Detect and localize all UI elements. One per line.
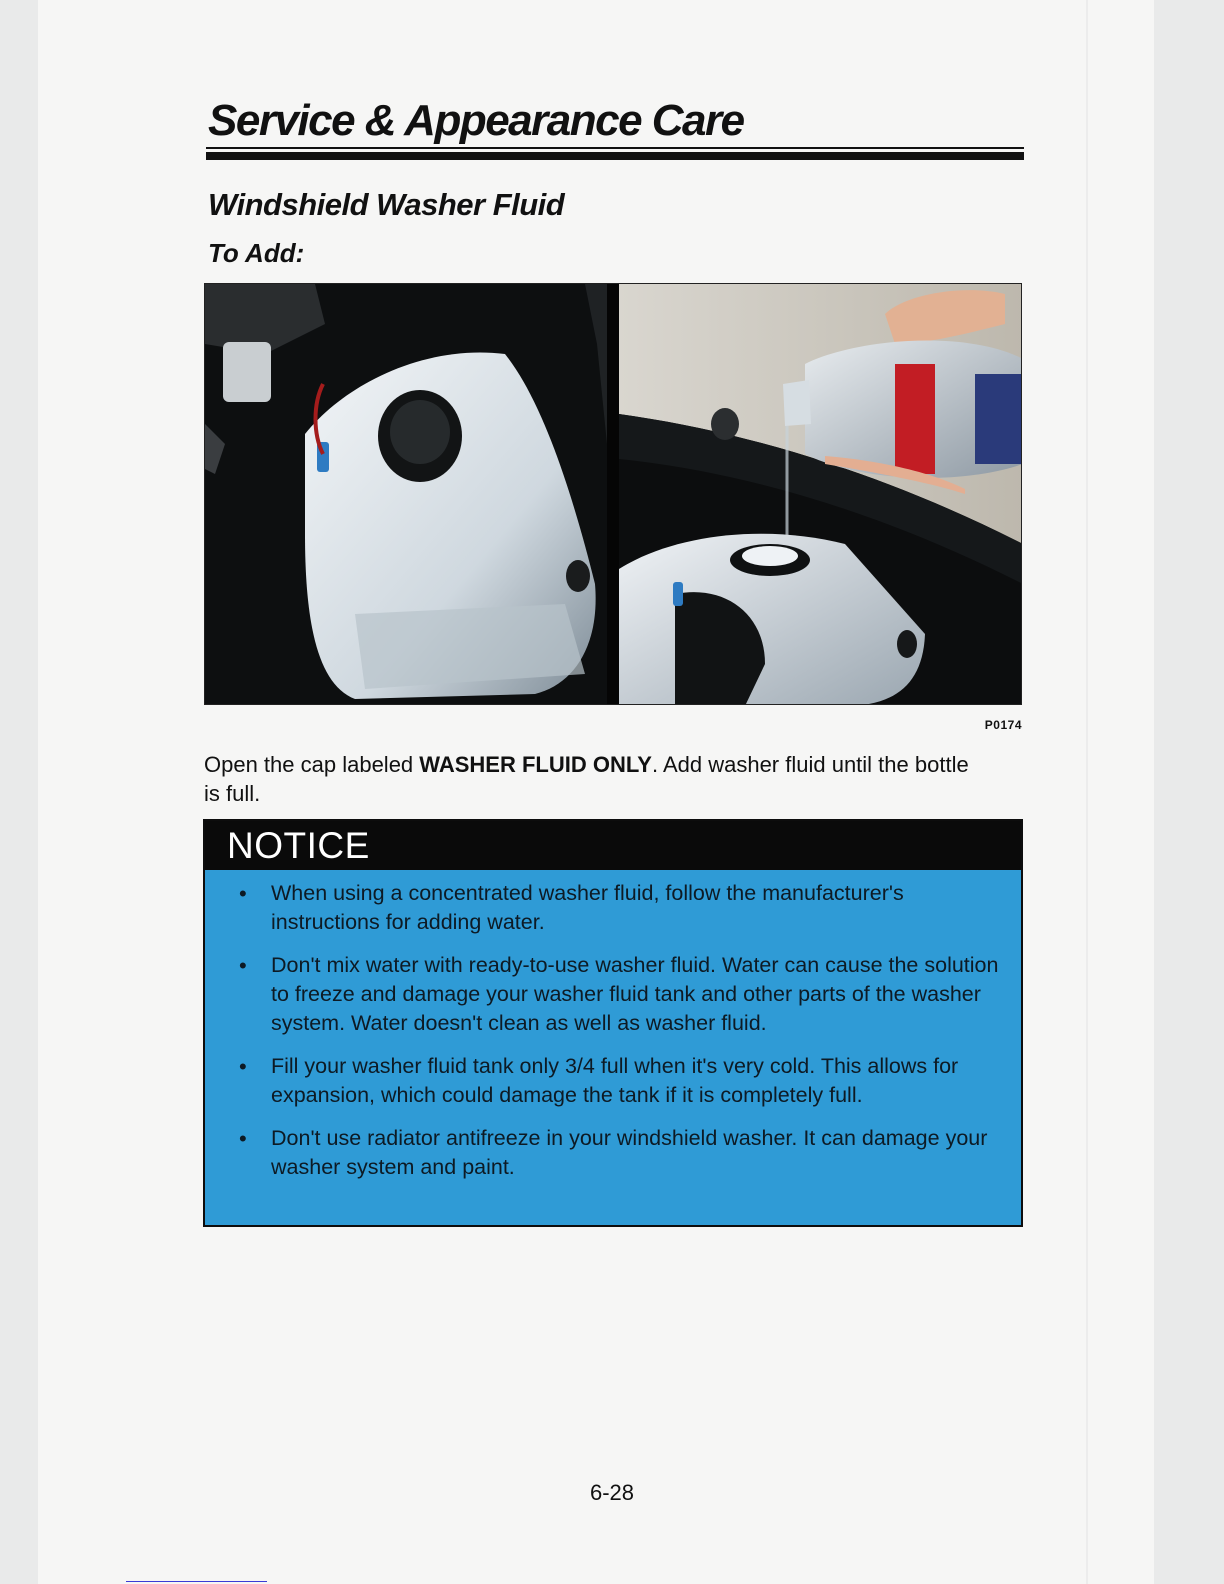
notice-item bbox=[239, 1124, 999, 1182]
header-rule-thin bbox=[206, 147, 1024, 149]
washer-fluid-photo bbox=[204, 283, 1022, 705]
page-header-title: Service & Appearance Care bbox=[208, 96, 744, 145]
intro-text-before: Open the cap labeled bbox=[204, 752, 420, 777]
bullet-icon: • bbox=[239, 1054, 247, 1079]
intro-text-after: . Add washer fluid until the bottle is full. bbox=[204, 752, 969, 806]
notice-header bbox=[205, 821, 1021, 870]
notice-item-text: Don't mix water with ready-to-use washer fluid. Water can cause the solution to freeze and damage your washer fluid tank and other parts of the washer system. Water doesn't clean as well as washer fluid. bbox=[271, 953, 999, 1035]
intro-paragraph bbox=[204, 750, 984, 808]
notice-heading: NOTICE bbox=[227, 825, 370, 866]
photo-code: P0174 bbox=[984, 718, 1022, 732]
notice-item bbox=[239, 879, 999, 937]
notice-item bbox=[239, 1052, 999, 1110]
notice-box bbox=[203, 819, 1023, 1227]
notice-item bbox=[239, 951, 999, 1038]
pouring-fluid-icon bbox=[619, 284, 1022, 705]
notice-item-text: When using a concentrated washer fluid, follow the manufacturer's instructions for adding water. bbox=[271, 881, 904, 934]
intro-emphasis: WASHER FLUID ONLY bbox=[419, 752, 652, 777]
bullet-icon: • bbox=[239, 881, 247, 906]
notice-list bbox=[205, 879, 1021, 1196]
section-title: Windshield Washer Fluid bbox=[208, 187, 565, 222]
footer-link-line bbox=[126, 1581, 267, 1582]
notice-item-text: Fill your washer fluid tank only 3/4 full when it's very cold. This allows for expansion, which could damage the tank if it is completely full. bbox=[271, 1054, 959, 1107]
header-rule-thick bbox=[206, 152, 1024, 160]
bullet-icon: • bbox=[239, 1126, 247, 1151]
notice-item-text: Don't use radiator antifreeze in your windshield washer. It can damage your washer system and paint. bbox=[271, 1126, 988, 1179]
page-edge bbox=[1086, 0, 1088, 1584]
washer-reservoir-icon bbox=[205, 284, 607, 705]
section-subtitle: To Add: bbox=[208, 238, 305, 268]
bullet-icon: • bbox=[239, 953, 247, 978]
page-number: 6-28 bbox=[589, 1480, 635, 1505]
